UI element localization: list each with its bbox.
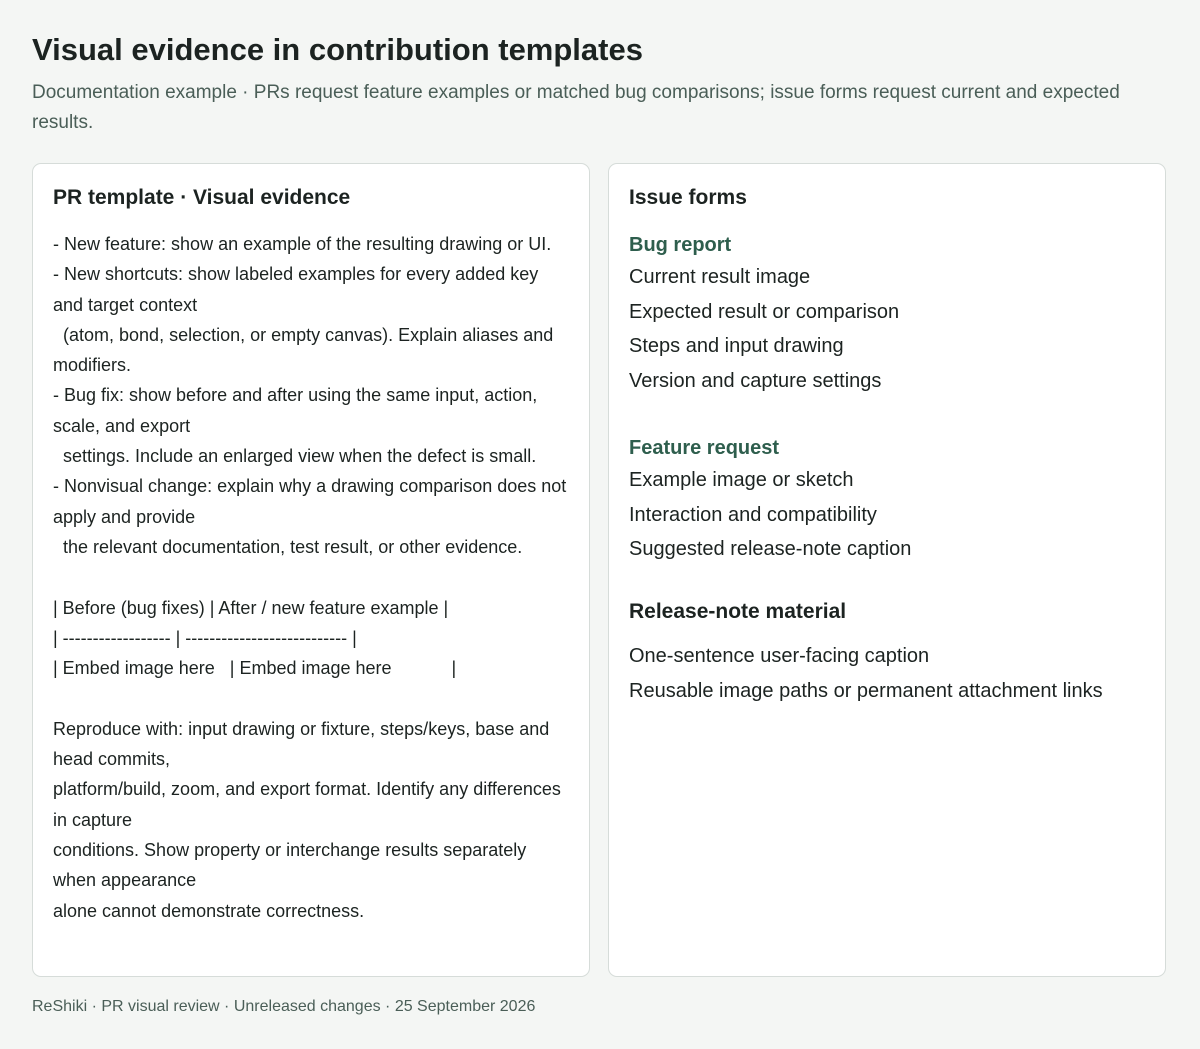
page-subtitle: Documentation example · PRs request feature examples or matched bug comparisons; issue forms request current and expected results. <box>32 82 1120 133</box>
bug-report-title: Bug report <box>629 234 732 256</box>
bug-report-list <box>629 260 1149 399</box>
issue-forms-title: Issue forms <box>629 186 747 209</box>
list-item: Reusable image paths or permanent attachment links <box>629 679 1103 702</box>
release-note-list <box>629 639 1149 708</box>
list-item: Current result image <box>629 266 811 288</box>
pr-template-body: - New feature: show an example of the resulting drawing or UI. - New shortcuts: show labeled examples for every added key and target context (atom, bond, selection, or empty canvas). Explain aliases and modifiers. - Bug fix: show before and after using the same input, action, scale, and export settings. Include an enlarged view when the defect is small. - Nonvisual change: explain why a drawing comparison does not apply and provide the relevant documentation, test result, or other evidence. | Before (bug fixes) | After / new feature example | | ------------------ | --------------------------- | | Embed image here | Embed image here | Reproduce with: input drawing or fixture, steps/keys, base and head commits, platform/build, zoom, and export format. Identify any differences in capture conditions. Show property or interchange results separately when appearance alone cannot demonstrate correctness. <box>53 234 567 921</box>
issue-forms-card <box>608 163 1166 977</box>
section-spacer <box>629 399 1149 433</box>
list-item: Steps and input drawing <box>629 335 844 358</box>
footer: ReShiki · PR visual review · Unreleased changes · 25 September 2026 <box>32 998 536 1015</box>
pr-template-title: PR template · Visual evidence <box>53 186 351 209</box>
list-item: Interaction and compatibility <box>629 503 877 526</box>
pr-template-card <box>32 163 590 977</box>
list-item: Version and capture settings <box>629 370 882 393</box>
issue-forms-content <box>629 230 1149 708</box>
list-item: Suggested release-note caption <box>629 538 912 561</box>
page-title: Visual evidence in contribution templates <box>32 32 643 67</box>
list-item: Example image or sketch <box>629 468 854 491</box>
page <box>32 30 1168 921</box>
feature-request-list <box>629 463 1149 567</box>
section-spacer <box>629 567 1149 597</box>
list-item: Expected result or comparison <box>629 300 900 323</box>
cards-container <box>32 163 1168 979</box>
list-item: One-sentence user-facing caption <box>629 644 930 667</box>
feature-request-title: Feature request <box>629 436 780 459</box>
release-note-title: Release-note material <box>629 599 847 623</box>
